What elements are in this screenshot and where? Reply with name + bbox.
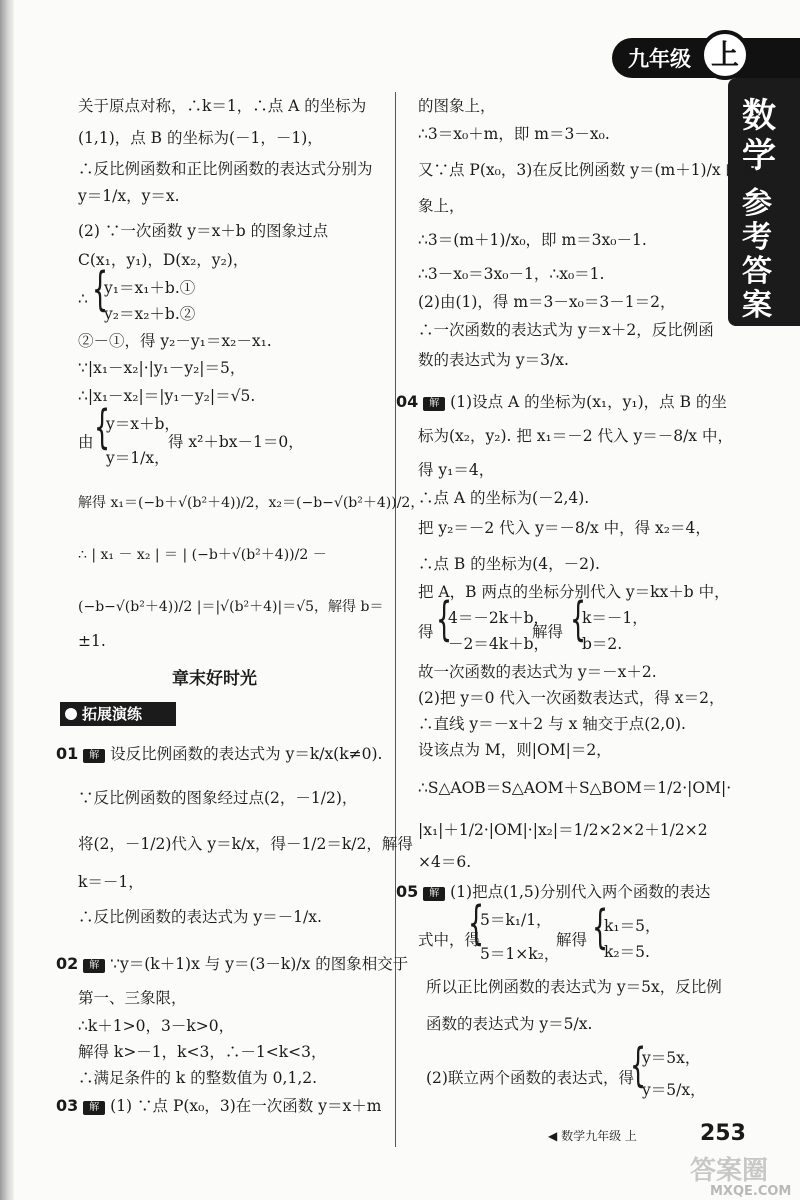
system-eq: y₁＝x₁＋b.① xyxy=(104,279,196,297)
system-eq: y＝1/x， xyxy=(106,449,170,467)
system-eq: y＝5x， xyxy=(642,1049,701,1067)
answer-char: 案 xyxy=(742,288,772,323)
question-number: 02 xyxy=(56,954,79,973)
text-line: ∵y＝(k＋1)x 与 y＝(3－k)/x 的图象相交于 xyxy=(110,955,409,973)
system-prefix: 由 xyxy=(78,433,94,451)
text-line: (1)设点 A 的坐标为(x₁，y₁)，点 B 的坐 xyxy=(450,393,727,411)
text-line: ∴ | x₁ － x₂ | ＝ | (−b＋√(b²＋4))/2 － xyxy=(78,547,327,563)
brace-icon: { xyxy=(592,900,609,954)
brace-icon: { xyxy=(468,896,485,950)
text-line: k＝－1， xyxy=(78,873,144,891)
text-line: ∴3－x₀＝3x₀－1，∴x₀＝1. xyxy=(418,265,605,283)
text-line: 第一、三象限， xyxy=(78,989,187,1007)
text-line: ②－①，得 y₂－y₁＝x₂－x₁. xyxy=(78,332,272,350)
system-eq: 5＝k₁/1， xyxy=(480,911,552,929)
brace-icon: { xyxy=(436,592,453,646)
text-line: ∴点 B 的坐标为(4，－2). xyxy=(418,555,600,573)
subject-char: 学 xyxy=(742,136,776,176)
system-eq: 5＝1×k₂， xyxy=(480,945,560,963)
text-line: 设该点为 M，则|OM|＝2， xyxy=(418,741,612,759)
bullet-icon xyxy=(65,708,77,720)
text-line: (1)把点(1,5)分别代入两个函数的表达 xyxy=(450,883,711,901)
text-line: 将(2，－1/2)代入 y＝k/x，得－1/2＝k/2，解得 xyxy=(78,835,413,853)
triangle-left-icon: ◀ xyxy=(548,1129,558,1143)
text-line: 数的表达式为 y＝3/x. xyxy=(418,351,569,369)
watermark-url: MXQE.COM xyxy=(710,1184,792,1199)
answer-char: 参 xyxy=(742,186,772,221)
text-line: ∴点 A 的坐标为(－2,4). xyxy=(418,489,590,507)
text-line: 标为(x₂，y₂). 把 x₁＝－2 代入 y＝－8/x 中， xyxy=(418,427,733,445)
text-line: ∴满足条件的 k 的整数值为 0,1,2. xyxy=(78,1069,318,1087)
text-line: |x₁|＋1/2·|OM|·|x₂|＝1/2×2×2＋1/2×2 xyxy=(418,821,708,839)
subject-char: 数 xyxy=(742,96,776,136)
system-suffix: 得 x²＋bx－1＝0， xyxy=(168,433,304,451)
system-prefix: ∴ xyxy=(78,290,88,308)
text-line: ∴反比例函数和正比例函数的表达式分别为 xyxy=(78,160,373,178)
text-line: (2)把 y＝0 代入一次函数表达式，得 x＝2， xyxy=(418,689,725,707)
volume-mark: 上 xyxy=(624,1129,637,1143)
page-number: 253 xyxy=(700,1121,746,1146)
text-line: 关于原点对称，∴k＝1，∴点 A 的坐标为 xyxy=(78,97,367,115)
system-eq: y＝5/x， xyxy=(642,1081,706,1099)
text-line: 函数的表达式为 y＝5/x. xyxy=(426,1015,593,1033)
brace-icon: { xyxy=(630,1038,647,1092)
answer-badge: 解 xyxy=(83,1101,105,1115)
footer xyxy=(548,1127,637,1144)
grade-label: 九年级 xyxy=(628,47,691,71)
answer-badge: 解 xyxy=(423,887,445,901)
section-banner xyxy=(60,702,176,726)
text-line: 把 A，B 两点的坐标分别代入 y＝kx＋b 中， xyxy=(418,583,730,601)
question-number: 05 xyxy=(396,882,419,901)
question-05 xyxy=(396,880,710,902)
question-number: 03 xyxy=(56,1096,79,1115)
system-prefix: 式中，得 xyxy=(418,931,481,949)
text-line: (−b−√(b²＋4))/2 |＝|√(b²＋4)|＝√5，解得 b＝ xyxy=(78,599,384,615)
text-line: ∴|x₁－x₂|＝|y₁－y₂|＝√5. xyxy=(78,387,256,405)
system-eq: k₁＝5， xyxy=(604,917,661,935)
text-line: ×4＝6. xyxy=(418,853,472,871)
system-eq: k₂＝5. xyxy=(604,943,650,961)
question-02 xyxy=(56,952,408,974)
text-line: (1) ∵点 P(x₀，3)在一次函数 y＝x＋m xyxy=(110,1097,382,1115)
chapter-title: 章末好时光 xyxy=(172,669,257,689)
text-line: 所以正比例函数的表达式为 y＝5x，反比例 xyxy=(426,978,722,996)
brace-icon: { xyxy=(94,400,111,454)
text-line: ∴反比例函数的表达式为 y＝－1/x. xyxy=(78,908,322,926)
text-line: 的图象上， xyxy=(418,97,496,115)
text-line: ∴一次函数的表达式为 y＝x＋2，反比例函 xyxy=(418,321,714,339)
text-line: (2)联立两个函数的表达式，得 xyxy=(426,1069,634,1087)
text-line: 故一次函数的表达式为 y＝－x＋2. xyxy=(418,663,657,681)
answer-char: 答 xyxy=(742,254,772,289)
text-line: 设反比例函数的表达式为 y＝k/x(k≠0). xyxy=(110,745,383,763)
question-number: 01 xyxy=(56,744,79,763)
text-line: C(x₁，y₁)，D(x₂，y₂)， xyxy=(78,251,249,269)
answer-badge: 解 xyxy=(83,959,105,973)
text-line: 解得 x₁＝(−b＋√(b²＋4))/2，x₂＝(−b−√(b²＋4))/2， xyxy=(78,495,425,511)
text-line: (1,1)，点 B 的坐标为(－1，－1)， xyxy=(78,129,323,147)
brace-icon: { xyxy=(570,592,587,646)
volume-badge: 上 xyxy=(700,30,750,80)
answer-char: 考 xyxy=(742,220,772,255)
section-label: 拓展演练 xyxy=(82,705,143,723)
text-line: ∴k＋1>0，3－k>0， xyxy=(78,1017,235,1035)
system-eq: k＝－1， xyxy=(582,609,648,627)
system-prefix: 得 xyxy=(418,623,434,641)
text-line: ∵|x₁－x₂|·|y₁－y₂|＝5， xyxy=(78,359,246,377)
system-eq: －2＝4k＋b， xyxy=(448,635,550,653)
text-line: (2)由(1)，得 m＝3－x₀＝3－1＝2， xyxy=(418,293,676,311)
question-01 xyxy=(56,742,382,764)
system-mid: 解得 xyxy=(556,931,588,949)
brace-icon: { xyxy=(92,262,109,316)
footer-text: 数学九年级 xyxy=(561,1129,622,1143)
system-mid: 解得 xyxy=(532,623,564,641)
system-eq: y₂＝x₂＋b.② xyxy=(104,305,196,323)
text-line: ∴3＝(m＋1)/x₀，即 m＝3x₀－1. xyxy=(418,231,647,249)
text-line: (2) ∵一次函数 y＝x＋b 的图象过点 xyxy=(78,222,329,240)
question-04 xyxy=(396,390,727,412)
text-line: 象上， xyxy=(418,197,465,215)
text-line: ∴3＝x₀＋m，即 m＝3－x₀. xyxy=(418,125,610,143)
system-eq: 4＝－2k＋b， xyxy=(448,609,550,627)
text-line: 又∵点 P(x₀，3)在反比例函数 y＝(m＋1)/x 的图 xyxy=(418,161,757,179)
text-line: ∴S△AOB＝S△AOM＋S△BOM＝1/2·|OM|· xyxy=(418,779,732,797)
watermark: 答案圈 xyxy=(690,1156,769,1186)
text-line: ∴直线 y＝－x＋2 与 x 轴交于点(2,0). xyxy=(418,715,686,733)
text-line: y＝1/x，y＝x. xyxy=(78,187,180,205)
system-eq: y＝x＋b， xyxy=(106,415,180,433)
system-eq: b＝2. xyxy=(582,635,623,653)
answer-badge: 解 xyxy=(83,749,105,763)
question-03 xyxy=(56,1094,381,1116)
text-line: ∵反比例函数的图象经过点(2，－1/2)， xyxy=(78,789,358,807)
book-spine-shadow xyxy=(0,0,14,1200)
question-number: 04 xyxy=(396,392,419,411)
text-line: 解得 k>－1，k<3，∴－1<k<3， xyxy=(78,1043,327,1061)
column-divider xyxy=(395,92,396,1147)
text-line: 得 y₁＝4， xyxy=(418,461,495,479)
answer-badge: 解 xyxy=(423,397,445,411)
text-line: ±1. xyxy=(78,632,106,650)
text-line: 把 y₂＝－2 代入 y＝－8/x 中，得 x₂＝4， xyxy=(418,519,711,537)
